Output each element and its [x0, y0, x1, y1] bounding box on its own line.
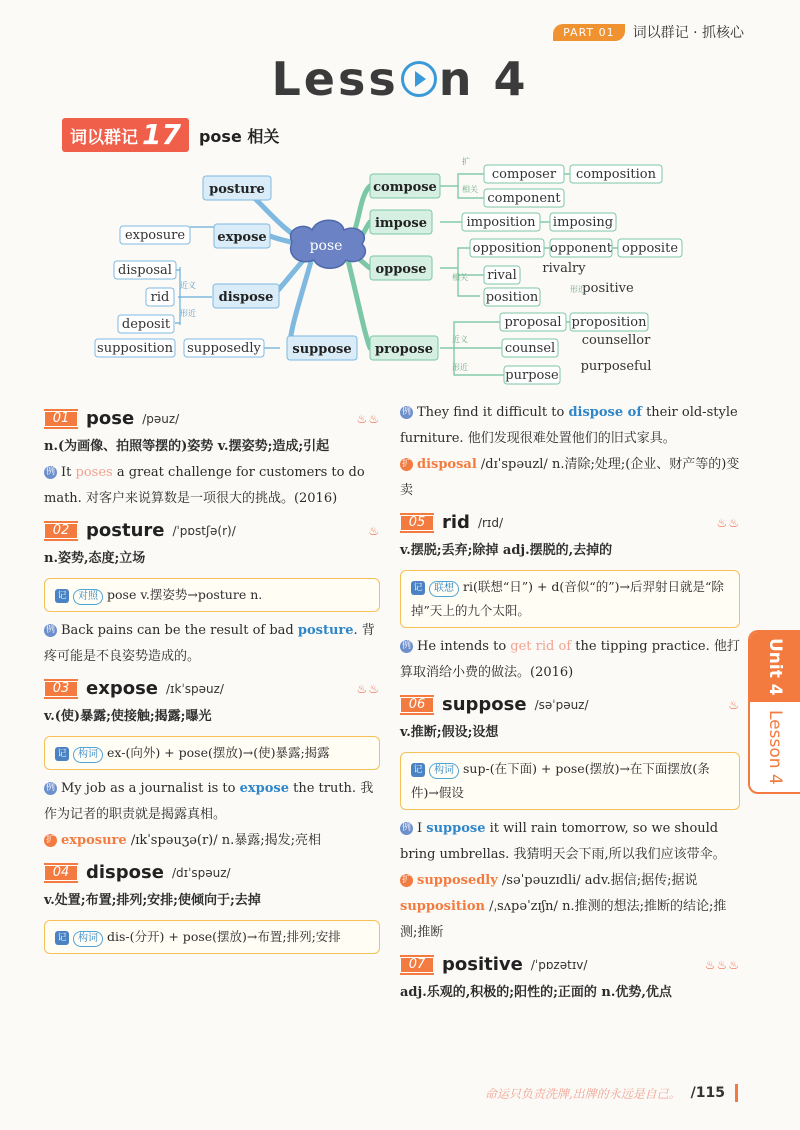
example-icon: 例 [45, 467, 55, 477]
tag-sim-2: 形近 [452, 363, 468, 372]
headword: expose [86, 678, 158, 699]
leaf-supposition: supposition [97, 341, 173, 356]
example-icon: 例 [45, 783, 55, 793]
part-badge: PART 01 [553, 24, 625, 41]
entry-number: 01 [44, 409, 78, 429]
example-icon: 例 [401, 407, 411, 417]
lesson-title-post: n 4 [438, 52, 529, 106]
leaf-disposal: disposal [118, 263, 172, 278]
definition: adj.乐观的,积极的;阳性的;正面的 n.优势,优点 [400, 985, 672, 1000]
definition: v.摆脱;丢弃;除掉 adj.摆脱的,去掉的 [400, 543, 613, 558]
leaf-deposit: deposit [121, 317, 171, 332]
entry-number: 06 [400, 695, 434, 715]
leaf-rival: rival [487, 268, 517, 283]
definition: v.处置;布置;排列;安排;使倾向于;去掉 [44, 893, 261, 908]
frequency-flame-icon: ♨♨ [716, 516, 740, 530]
group-badge [62, 118, 189, 152]
entry-dispose-head [44, 858, 380, 888]
tag-sim-3: 形近 [180, 309, 196, 318]
memo-icon: 记 [55, 747, 69, 761]
frequency-flame-icon: ♨♨♨ [704, 958, 740, 972]
headword: dispose [86, 862, 164, 883]
leaf-rivalry: rivalry [542, 261, 586, 276]
node-dispose: dispose [218, 290, 274, 305]
phonetic: /səˈpəuz/ [534, 698, 589, 712]
leaf-opposition: opposition [472, 241, 542, 256]
frequency-flame-icon: ♨♨ [356, 412, 380, 426]
extension: 扩 exposure /ɪkˈspəuʒə(r)/ n.暴露;揭发;亮相 [45, 833, 322, 848]
group-number: 17 [142, 118, 181, 151]
page-header [553, 18, 744, 46]
leaf-imposition: imposition [466, 215, 536, 230]
leaf-composition: composition [576, 167, 656, 182]
leaf-position: position [485, 290, 539, 305]
node-oppose: oppose [375, 262, 427, 277]
frequency-flame-icon: ♨♨ [356, 682, 380, 696]
lesson-title [0, 52, 800, 106]
leaf-proposal: proposal [504, 315, 562, 330]
definition: n.姿势,态度;立场 [44, 551, 146, 566]
entry-number: 07 [400, 955, 434, 975]
group-subject: pose 相关 [198, 126, 280, 146]
memo-icon: 记 [55, 931, 69, 945]
entry-expose-head [44, 674, 380, 704]
node-expose: expose [217, 230, 267, 245]
definition: n.(为画像、拍照等摆的)姿势 v.摆姿势;造成;引起 [44, 439, 330, 454]
phonetic: /pəuz/ [142, 412, 180, 426]
entry-rid-head [400, 508, 740, 538]
tag-syn-1: 近义 [452, 335, 468, 344]
entry-suppose-head [400, 690, 740, 720]
leaf-positive: positive [582, 281, 634, 296]
memory-tip: 记 对照 pose v.摆姿势→posture n. [44, 578, 380, 612]
extension: 扩 disposal /dɪˈspəuzl/ n.清除;处理;(企业、财产等的)变卖 [400, 457, 740, 498]
extension: 扩 supposedly /səˈpəuzɪdli/ adv.据信;据传;据说 [401, 873, 698, 888]
memory-tip: 记 联想 ri(联想“日”) + d(音似“的”)→后羿射日就是“除掉”天上的九个太阳。 [400, 570, 740, 628]
tag-sim-1: 形近 [570, 285, 586, 294]
side-tab-unit: Unit 4 [750, 632, 800, 702]
tag-rel-1: 相关 [462, 185, 478, 194]
leaf-rid: rid [150, 290, 170, 305]
leaf-opposite: opposite [621, 241, 679, 256]
example: 例 He intends to get rid of the tipping practice. 他打算取消给小费的做法。(2016) [400, 639, 740, 680]
example: 例 My job as a journalist is to expose the truth. 我作为记者的职责就是揭露真相。 [44, 781, 374, 822]
leaf-component: component [487, 191, 561, 206]
definition: v.(使)暴露;使接触;揭露;曝光 [44, 709, 212, 724]
headword: posture [86, 520, 165, 541]
extension-icon: 扩 [401, 875, 411, 885]
memory-tip: 记 构词 sup-(在下面) + pose(摆放)→在下面摆放(条件)→假设 [400, 752, 740, 810]
leaf-purposeful: purposeful [580, 359, 652, 374]
phonetic: /ˈpɒzətɪv/ [530, 958, 588, 972]
page-number: /115 [690, 1085, 725, 1101]
example-icon: 例 [45, 625, 55, 635]
phonetic: /dɪˈspəuz/ [171, 866, 231, 880]
leaf-opponent: opponent [550, 241, 612, 256]
leaf-exposure: exposure [124, 228, 186, 243]
frequency-flame-icon: ♨ [368, 524, 380, 538]
footer-motto: 命运只负责洗牌,出牌的永远是自己。 [484, 1086, 681, 1101]
headword: pose [86, 408, 135, 429]
example-icon: 例 [401, 641, 411, 651]
header-title: 词以群记 · 抓核心 [632, 25, 744, 41]
headword: suppose [442, 694, 527, 715]
leaf-purpose: purpose [505, 368, 559, 383]
example: 例 They find it difficult to dispose of their old-style furniture. 他们发现很难处置他们的旧式家具。 [400, 405, 738, 446]
play-icon[interactable] [401, 61, 437, 97]
lesson-title-pre: Less [271, 52, 399, 106]
definition: v.推断;假设;设想 [400, 725, 499, 740]
entry-number: 02 [44, 521, 78, 541]
node-propose: propose [375, 342, 433, 357]
tag-ext-1: 扩 [462, 157, 470, 166]
mind-map [80, 150, 700, 395]
tag-syn-2: 近义 [180, 281, 196, 290]
entry-number: 04 [44, 863, 78, 883]
group-heading [62, 118, 279, 152]
node-posture: posture [209, 182, 265, 197]
entry-pose-head [44, 404, 380, 434]
side-tab-lesson: Lesson 4 [765, 709, 785, 785]
leaf-composer: composer [491, 167, 557, 182]
center-node: pose [309, 238, 343, 254]
page-bar [735, 1084, 738, 1102]
phonetic: /ˈpɒstʃə(r)/ [172, 524, 236, 538]
leaf-imposing: imposing [552, 215, 614, 230]
memo-icon: 记 [411, 763, 425, 777]
leaf-counsellor: counsellor [581, 333, 651, 348]
leaf-proposition: proposition [571, 315, 647, 330]
memory-tip: 记 构词 dis-(分开) + pose(摆放)→布置;排列;安排 [44, 920, 380, 954]
headword: rid [442, 512, 470, 533]
example: 例 Back pains can be the result of bad posture. 背疼可能是不良姿势造成的。 [44, 623, 375, 664]
example-icon: 例 [401, 823, 411, 833]
phonetic: /ɪkˈspəuz/ [166, 682, 224, 696]
right-column [400, 400, 740, 1006]
node-suppose: suppose [292, 342, 352, 357]
left-column [44, 400, 380, 960]
memo-icon: 记 [55, 589, 69, 603]
entry-positive-head [400, 950, 740, 980]
entry-number: 05 [400, 513, 434, 533]
extension-icon: 扩 [45, 835, 55, 845]
unit-side-tab[interactable] [748, 630, 800, 794]
page-footer [485, 1084, 738, 1102]
leaf-counsel: counsel [504, 341, 556, 356]
example: 例 I suppose it will rain tomorrow, so we should bring umbrellas. 我猜明天会下雨,所以我们应该带伞。 [400, 821, 726, 862]
entry-posture-head [44, 516, 380, 546]
leaf-supposedly: supposedly [187, 341, 261, 356]
node-compose: compose [373, 180, 437, 195]
extension-icon: 扩 [401, 459, 411, 469]
node-impose: impose [374, 216, 428, 231]
entry-number: 03 [44, 679, 78, 699]
frequency-flame-icon: ♨ [728, 698, 740, 712]
extension: supposition /ˌsʌpəˈzɪʃn/ n.推测的想法;推断的结论;推测;推断 [400, 899, 727, 940]
memo-icon: 记 [411, 581, 425, 595]
phonetic: /rɪd/ [477, 516, 504, 530]
group-label: 词以群记 [70, 127, 138, 148]
example: 例 It poses a great challenge for customers to do math. 对客户来说算数是一项很大的挑战。(2016) [44, 465, 365, 506]
headword: positive [442, 954, 523, 975]
tag-rel-2: 相关 [452, 273, 468, 282]
memory-tip: 记 构词 ex-(向外) + pose(摆放)→(使)暴露;揭露 [44, 736, 380, 770]
